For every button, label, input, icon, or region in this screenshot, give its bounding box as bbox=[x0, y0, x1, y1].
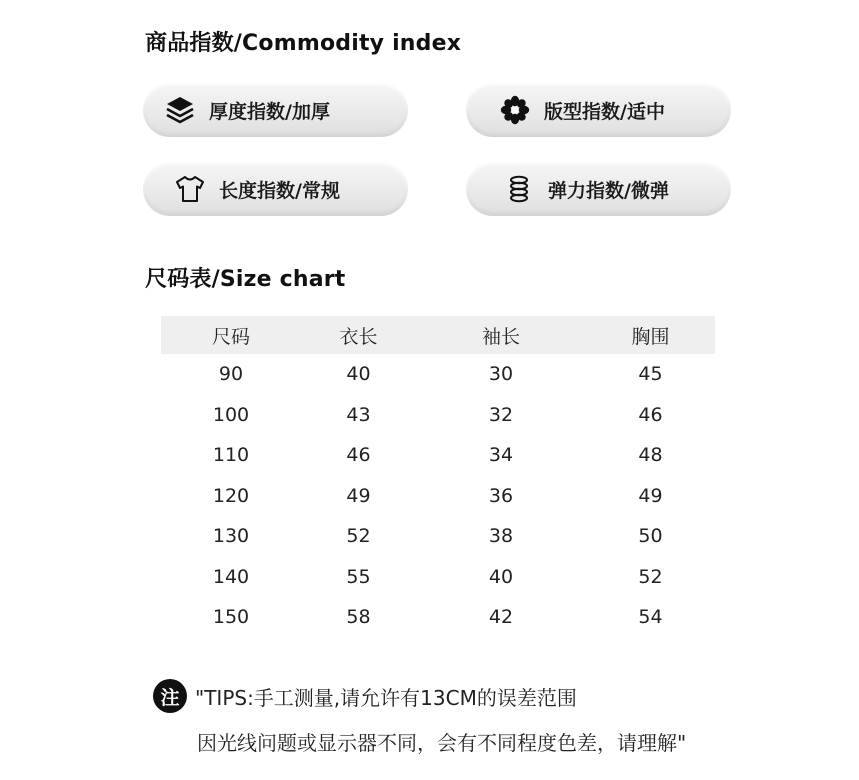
size-table bbox=[161, 316, 715, 638]
column-header-size: 尺码 bbox=[211, 325, 250, 348]
length-index-pill bbox=[143, 162, 408, 216]
cell-sleeve: 32 bbox=[488, 403, 514, 426]
cell-sleeve: 38 bbox=[488, 525, 514, 548]
cell-size: 140 bbox=[212, 565, 250, 588]
thickness-index-pill bbox=[143, 83, 408, 137]
cell-chest: 52 bbox=[638, 565, 663, 588]
cell-length: 49 bbox=[346, 484, 371, 507]
cell-length: 43 bbox=[346, 403, 371, 426]
cell-sleeve: 36 bbox=[488, 484, 514, 507]
cell-chest: 50 bbox=[638, 525, 663, 548]
column-header-chest: 胸围 bbox=[631, 325, 670, 348]
table-row bbox=[161, 395, 715, 436]
size-table-header-row bbox=[161, 316, 715, 354]
cell-size: 110 bbox=[212, 444, 250, 467]
table-row bbox=[161, 597, 715, 638]
tshirt-icon bbox=[173, 172, 207, 206]
cell-size: 150 bbox=[212, 606, 250, 629]
cell-sleeve: 30 bbox=[488, 363, 514, 386]
elasticity-index-pill bbox=[466, 162, 731, 216]
cell-chest: 46 bbox=[638, 403, 663, 426]
cell-length: 40 bbox=[346, 363, 371, 386]
cell-length: 55 bbox=[346, 565, 371, 588]
table-row bbox=[161, 476, 715, 517]
size-chart-heading: 尺码表/Size chart bbox=[145, 267, 346, 292]
cell-length: 58 bbox=[346, 606, 371, 629]
cell-sleeve: 42 bbox=[488, 606, 514, 629]
thickness-index-label: 厚度指数/加厚 bbox=[209, 100, 330, 123]
table-row bbox=[161, 557, 715, 598]
column-header-sleeve: 袖长 bbox=[481, 325, 520, 348]
cell-size: 130 bbox=[212, 525, 250, 548]
note-badge-icon: 注 bbox=[153, 679, 187, 713]
cell-size: 120 bbox=[212, 484, 250, 507]
table-row bbox=[161, 354, 715, 395]
tips-line-2: 因光线问题或显示器不同，会有不同程度色差，请理解" bbox=[197, 731, 687, 755]
cell-length: 52 bbox=[346, 525, 371, 548]
table-row bbox=[161, 516, 715, 557]
spring-icon bbox=[502, 172, 536, 206]
commodity-index-heading: 商品指数/Commodity index bbox=[145, 31, 462, 56]
cell-sleeve: 40 bbox=[488, 565, 514, 588]
column-header-length: 衣长 bbox=[339, 325, 378, 348]
fit-index-pill bbox=[466, 83, 731, 137]
tips-line-1: "TIPS:手工测量,请允许有13CM的误差范围 bbox=[195, 686, 577, 710]
flower-icon bbox=[498, 93, 532, 127]
cell-size: 90 bbox=[218, 363, 244, 386]
cell-size: 100 bbox=[212, 403, 250, 426]
length-index-label: 长度指数/常规 bbox=[219, 179, 340, 202]
cell-chest: 54 bbox=[638, 606, 663, 629]
fit-index-label: 版型指数/适中 bbox=[544, 100, 665, 123]
layers-icon bbox=[163, 93, 197, 127]
cell-chest: 49 bbox=[638, 484, 663, 507]
cell-chest: 45 bbox=[638, 363, 663, 386]
elasticity-index-label: 弹力指数/微弹 bbox=[548, 179, 669, 202]
cell-chest: 48 bbox=[638, 444, 663, 467]
cell-sleeve: 34 bbox=[488, 444, 514, 467]
cell-length: 46 bbox=[346, 444, 371, 467]
table-row bbox=[161, 435, 715, 476]
